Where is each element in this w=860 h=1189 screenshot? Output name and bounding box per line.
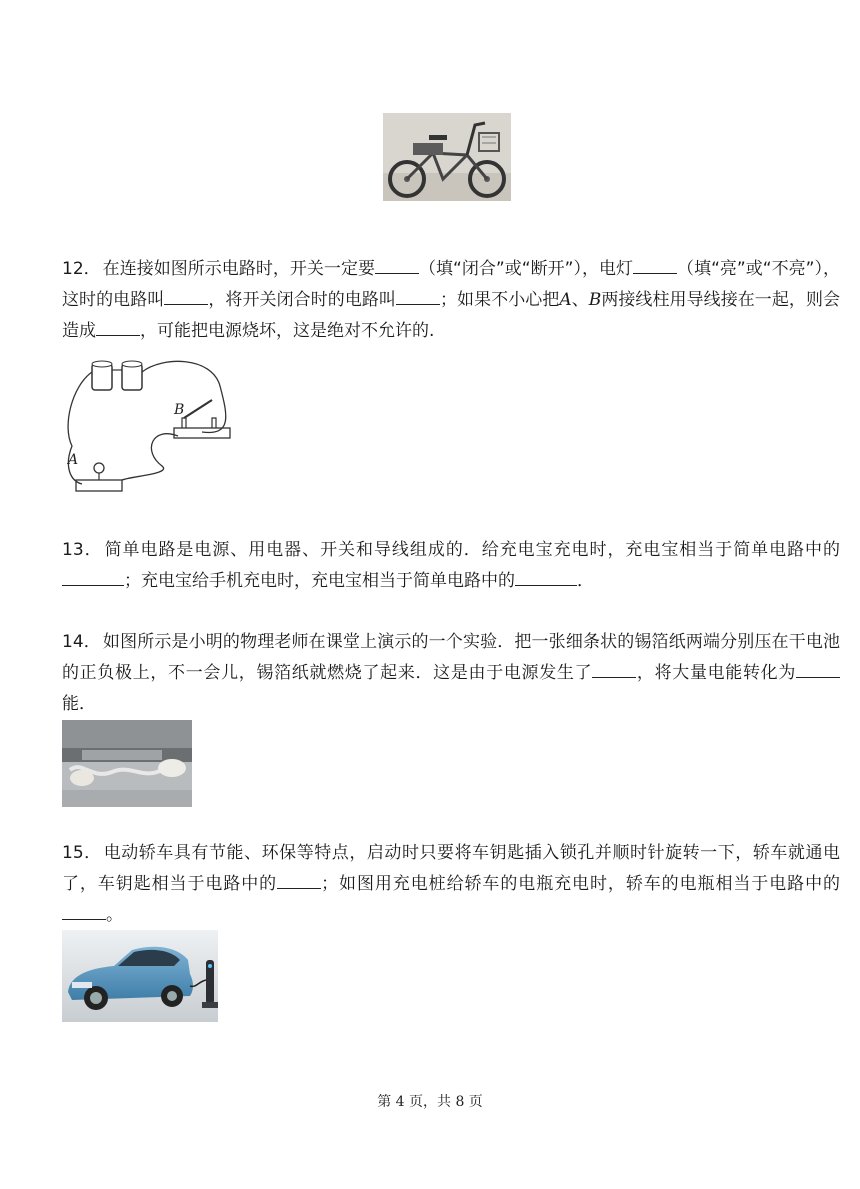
answer-blank[interactable]: [62, 901, 106, 920]
question-text: ．: [577, 571, 594, 591]
question-text: ，将大量电能转化为: [636, 663, 796, 683]
page-footer: 第 4 页，共 8 页: [377, 1094, 483, 1110]
answer-blank[interactable]: [515, 567, 577, 586]
question-12: [62, 254, 840, 347]
terminal-label-b: B: [588, 290, 602, 310]
question-text: （填“闭合”或“断开”），电灯: [418, 259, 634, 279]
question-15: [62, 838, 840, 931]
question-text: 在连接如图所示电路时，开关一定要: [102, 259, 375, 279]
question-text: 两接线柱用导线接在一起，则会造成: [62, 290, 841, 341]
diagram-label-a: A: [68, 452, 79, 468]
question-number: 13．: [62, 540, 103, 560]
diagram-label-b: B: [174, 402, 185, 418]
answer-blank[interactable]: [277, 870, 321, 889]
question-text: ，将开关闭合时的电路叫: [208, 290, 396, 310]
question-text: ；如图用充电桩给轿车的电瓶充电时，轿车的电瓶相当于电路中的: [321, 874, 841, 894]
answer-blank[interactable]: [62, 567, 124, 586]
question-number: 15．: [62, 843, 102, 863]
terminal-label-a: A: [559, 290, 572, 310]
electric-car-charging-photo: [62, 930, 218, 1022]
electric-bicycle-photo: [383, 113, 511, 201]
question-text: 如图所示是小明的物理老师在课堂上演示的一个实验．把一张细条状的锡箔纸两端分别压在干电池的正负极上，不一会儿，锡箔纸就燃烧了起来．这是由于电源发生了: [62, 632, 840, 683]
question-number: 12．: [62, 259, 101, 279]
question-text: 。: [106, 905, 123, 925]
answer-blank[interactable]: [796, 659, 840, 678]
question-number: 14．: [62, 632, 101, 652]
question-text: ，可能把电源烧坏，这是绝对不允许的.: [140, 321, 435, 341]
question-14: [62, 627, 840, 720]
question-13: [62, 535, 840, 597]
answer-blank[interactable]: [96, 317, 140, 336]
tinfoil-experiment-photo: [62, 720, 192, 807]
question-text: 能．: [62, 694, 96, 714]
question-text: ；充电宝给手机充电时，充电宝相当于简单电路中的: [124, 571, 515, 591]
answer-blank[interactable]: [375, 255, 419, 274]
question-text: 简单电路是电源、用电器、开关和导线组成的．给充电宝充电时，充电宝相当于简单电路中的: [104, 540, 840, 560]
answer-blank[interactable]: [164, 286, 208, 305]
question-text: 、: [571, 290, 589, 310]
answer-blank[interactable]: [592, 659, 636, 678]
answer-blank[interactable]: [633, 255, 677, 274]
answer-blank[interactable]: [396, 286, 440, 305]
question-text: ；如果不小心把: [439, 290, 560, 310]
question-text: （填“亮”或“不亮”），这时的电路叫: [62, 259, 840, 310]
question-text: 电动轿车具有节能、环保等特点，启动时只要将车钥匙插入锁孔并顺时针旋转一下，轿车就通电了，车钥匙相当于电路中的: [62, 843, 840, 894]
circuit-diagram: [62, 356, 240, 496]
